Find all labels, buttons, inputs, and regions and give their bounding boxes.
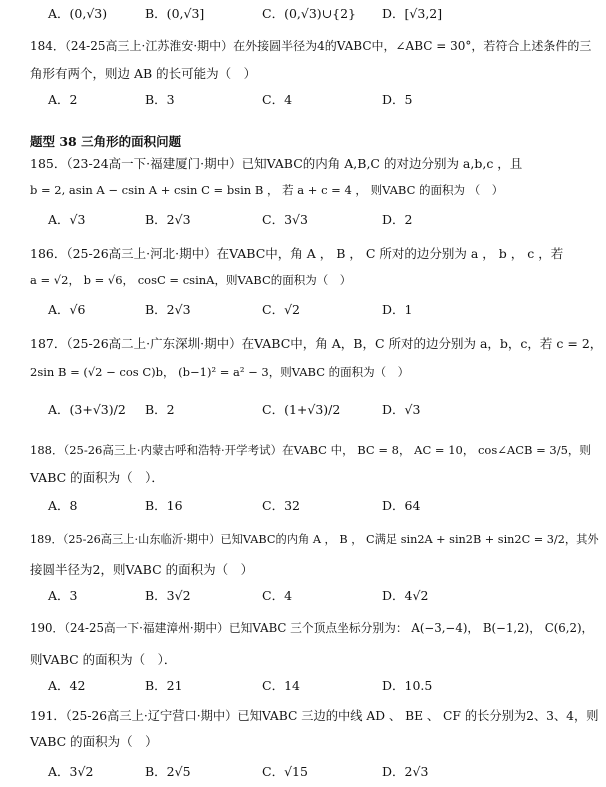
q189-option-c: C．4 <box>262 588 293 603</box>
q186-option-b: B．2√3 <box>145 302 191 317</box>
q187-option-d: D．√3 <box>382 402 421 417</box>
section-title: 题型 38 三角形的面积问题 <box>30 134 182 149</box>
q184-option-a: A．2 <box>48 92 78 107</box>
q185-stem-line2: b = 2, asin A − csin A + csin C = bsin B ， 若 a + c = 4 ， 则VABC 的面积为 （ ） <box>30 183 504 197</box>
q186-stem-line2: a = √2， b = √6， cosC = csinA，则VABC的面积为（ ） <box>30 273 352 287</box>
q187-option-a: A．(3+√3)/2 <box>48 402 126 417</box>
q188-option-c: C．32 <box>262 498 300 513</box>
q191-option-d: D．2√3 <box>382 764 429 779</box>
q189-stem-line1: 189．（25-26高三上·山东临沂·期中）已知VABC的内角 A ， B ， C满足 sin2A + sin2B + sin2C = 3/2，其外 <box>30 533 599 546</box>
q190-option-c: C．14 <box>262 678 300 693</box>
q190-option-b: B．21 <box>145 678 183 693</box>
q188-stem-line2: VABC 的面积为（ ）． <box>30 470 164 485</box>
q190-stem-line2: 则VABC 的面积为（ ）． <box>30 652 177 667</box>
q189-option-b: B．3√2 <box>145 588 191 603</box>
q184-option-c: C．4 <box>262 92 293 107</box>
q191-stem-line1: 191．（25-26高三上·辽宁营口·期中）已知VABC 三边的中线 AD 、 BE 、 CF 的长分别为2、3、4，则 <box>30 709 599 723</box>
q190-option-d: D．10.5 <box>382 678 433 693</box>
q184-option-b: B．3 <box>145 92 175 107</box>
q191-option-c: C．√15 <box>262 764 308 779</box>
q191-option-b: B．2√5 <box>145 764 191 779</box>
q186-option-c: C．√2 <box>262 302 300 317</box>
q189-stem-line2: 接圆半径为2，则VABC 的面积为（ ） <box>30 562 254 577</box>
q187-stem-line1: 187．（25-26高二上·广东深圳·期中）在VABC中，角 A，B，C 所对的边分别为 a，b，c，若 c = 2， <box>30 336 603 351</box>
q183-option-d: D．[√3,2] <box>382 6 443 21</box>
q188-option-d: D．64 <box>382 498 421 513</box>
q184-stem-line1: 184．（24-25高三上·江苏淮安·期中）在外接圆半径为4的VABC中，∠ABC = 30°，若符合上述条件的三 <box>30 39 592 53</box>
q184-stem-line2: 角形有两个，则边 AB 的长可能为（ ） <box>30 66 257 81</box>
q185-option-d: D．2 <box>382 212 413 227</box>
q183-option-a: A．(0,√3) <box>48 6 108 21</box>
q185-option-b: B．2√3 <box>145 212 191 227</box>
q191-option-a: A．3√2 <box>48 764 94 779</box>
q188-stem-line1: 188．（25-26高三上·内蒙古呼和浩特·开学考试）在VABC 中， BC = 8， AC = 10， cos∠ACB = 3/5，则 <box>30 443 591 457</box>
q188-option-b: B．16 <box>145 498 183 513</box>
q191-stem-line2: VABC 的面积为（ ） <box>30 734 158 749</box>
q186-stem-line1: 186．（25-26高三上·河北·期中）在VABC中，角 A ， B ， C 所对的边分别为 a ， b ， c ，若 <box>30 246 564 261</box>
q189-option-d: D．4√2 <box>382 588 429 603</box>
q186-option-d: D．1 <box>382 302 413 317</box>
q184-option-d: D．5 <box>382 92 413 107</box>
q190-stem-line1: 190．（24-25高一下·福建漳州·期中）已知VABC 三个顶点坐标分别为： A(−3,−4)， B(−1,2)， C(6,2)， <box>30 621 594 635</box>
q187-stem-line2: 2sin B = (√2 − cos C)b， (b−1)² = a² − 3，则VABC 的面积为（ ） <box>30 365 410 379</box>
q183-option-c: C．(0,√3)∪{2} <box>262 6 356 21</box>
q187-option-c: C．(1+√3)/2 <box>262 402 341 417</box>
q185-option-a: A．√3 <box>48 212 86 227</box>
q183-option-b: B．(0,√3] <box>145 6 205 21</box>
q185-option-c: C．3√3 <box>262 212 308 227</box>
q187-option-b: B．2 <box>145 402 175 417</box>
q190-option-a: A．42 <box>48 678 86 693</box>
q188-option-a: A．8 <box>48 498 78 513</box>
q186-option-a: A．√6 <box>48 302 86 317</box>
q185-stem-line1: 185．（23-24高一下·福建厦门·期中）已知VABC的内角 A,B,C 的对边分别为 a,b,c ，且 <box>30 156 523 171</box>
q189-option-a: A．3 <box>48 588 78 603</box>
